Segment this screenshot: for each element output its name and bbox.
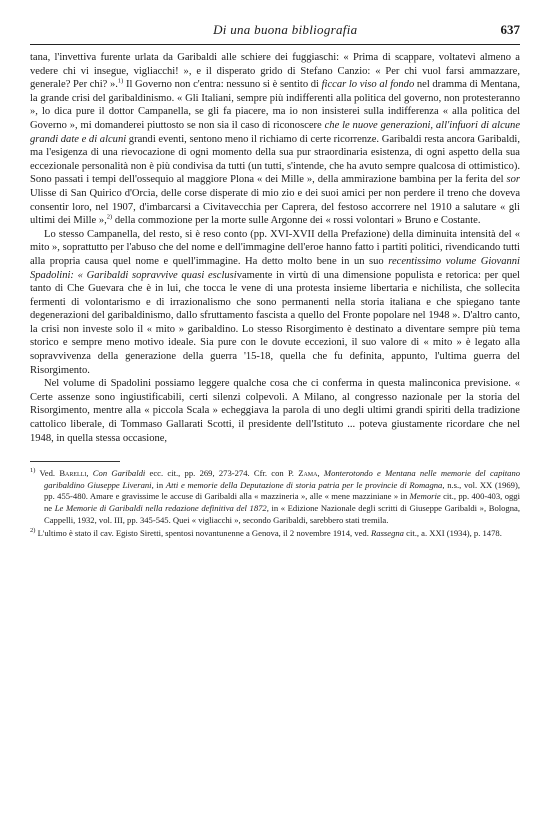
paragraph-1: tana, l'invettiva furente urlata da Garibaldi alle schiere dei fuggiaschi: « Prima di scappare, voltatevi almeno a vedere chi vi insegue, vigliacchi! », e il disperato grido di Stefano Canzio: « Per chi vuol farsi ammazzare, generale? Per chi? ».$^{1)}$ Il Governo non c'entra: nessuno si è sentito di ficcar lo viso al fondo nel dramma di Mentana, la grande crisi del garibaldinismo. « Gli Italiani, sempre più indifferenti alla politica del governo, non protesteranno », lo dica pure il dottor Campanella, se gli fa piacere, ma io non insisterei sulla indifferenza « alla politica del Governo », mi domanderei piuttosto se non sia il caso di riconoscere che le nuove generazioni, all'infuori di alcune grandi date e di alcuni grandi eventi, sentono meno il richiamo di certe ricorrenze. Garibaldi resta ancora Garibaldi, ma l'esigenza di una rievocazione di ogni momento della sua pur straordinaria esistenza, di ogni aspetto della sua eccezionale personalità non è più condivisa da tutti (un tutti, s'intende, che ha avuto sempre qualcosa di ottimistico). Sono passati i tempi dell'ossequio al maggiore Plona « dei Mille », della ammirazione bambina per la ferita del sor Ulisse di San Quirico d'Orcia, delle corse disperate di mio zio e dei suoi amici per non perdere il treno che doveva consentir loro, nel 1907, d'imbarcarsi a Civitavecchia per Caprera, del festoso accorrere nel 1910 a salutare « gli ultimi dei Mille »,$^{2)}$ della commozione per la morte sulle Argonne dei « rossi volontari » Bruno e Costante. <box>30 52 521 227</box>
page-number: 637 <box>500 22 520 37</box>
paragraph-3: Nel volume di Spadolini possiamo leggere qualche cosa che ci conferma in questa malinconica previsione. « Certe assenze sono ingiustificabili, certi silenzi colpevoli. A Milano, al congresso nazionale per la storia del Risorgimento, mentre alla « piccola Scala » echeggiava la parola di uno degli ultimi grandi spiriti della tradizione cattolico liberale, di Tommaso Gallarati Scotti, il presidente dell'Istituto ... poteva giustamente ricordare che nel 1948, in quella stessa occasione, <box>30 378 520 444</box>
header-rule <box>30 44 520 45</box>
running-header <box>30 22 520 42</box>
footnote-2: $^{2)}$ L'ultimo è stato il cav. Egisto Siretti, spentosi novantunenne a Genova, il 2 novembre 1914, ved. Rassegna cit., a. XXI (1934), p. 1478. <box>30 527 502 539</box>
paragraph-2: Lo stesso Campanella, del resto, si è reso conto (pp. XVI-XVII della Prefazione) della diminuita intensità del « mito », soprattutto per l'abuso che del nome e dell'immagine dell'eroe hanno fatto i partiti politici, rivendicando tutti alla propria causa quel nome e quell'immagine. Ha detto molto bene in un suo recentissimo volume Giovanni Spadolini: « Garibaldi sopravvive quasi esclusivamente in virtù di una dimensione populista e retorica: per quel tanto di Che Guevara che è in lui, che tocca le vene di una protesta insieme libertaria e nichilista, che sollecita fermenti di volontarismo e di irrazionalismo che sono permanenti nella storia italiana e che spiegano tante degenerazioni del garibaldinismo, dallo sfruttamento fascista a quello del Fronte popolare nel 1948 ». D'altro canto, la crisi non investe solo il « mito » garibaldino. Lo stesso Risorgimento è destinato a diventare sempre più tema storico e sempre meno motivo ideale. Sia pure con le dovute eccezioni, il suo valore di « mito » è legato alla sopravvivenza della generazione della guerra '15-18, quella che fu definita, appunto, l'ultima guerra del Risorgimento. <box>30 228 520 376</box>
main-text <box>30 51 520 445</box>
footnotes <box>30 468 520 540</box>
footnote-ref-2[interactable]: 2) <box>106 213 113 221</box>
running-title: Di una buona bibliografia <box>213 22 358 37</box>
footnote-1: $^{1)}$ Ved. Barelli, Con Garibaldi ecc. cit., pp. 269, 273-274. Cfr. con P. Zama, Monterotondo e Mentana nelle memorie del capitano garibaldino Giuseppe Liverani, in Atti e memorie della Deputazione di storia patria per le provincie di Romagna, n.s., vol. XX (1969), pp. 455-480. Amare e gravissime le accuse di Garibaldi alla « mazzineria », alle « mene mazziniane » in Memorie cit., pp. 400-403, oggi ne Le Memorie di Garibaldi nella redazione definitiva del 1872, in « Edizione Nazionale degli scritti di Giuseppe Garibaldi », Bologna, Cappelli, 1932, vol. III, pp. 345-545. Quei « vigliacchi », secondo Garibaldi, sarebbero stati tremila. <box>30 467 521 525</box>
footnote-ref-1[interactable]: 1) <box>117 77 124 85</box>
footnote-rule <box>30 461 120 462</box>
